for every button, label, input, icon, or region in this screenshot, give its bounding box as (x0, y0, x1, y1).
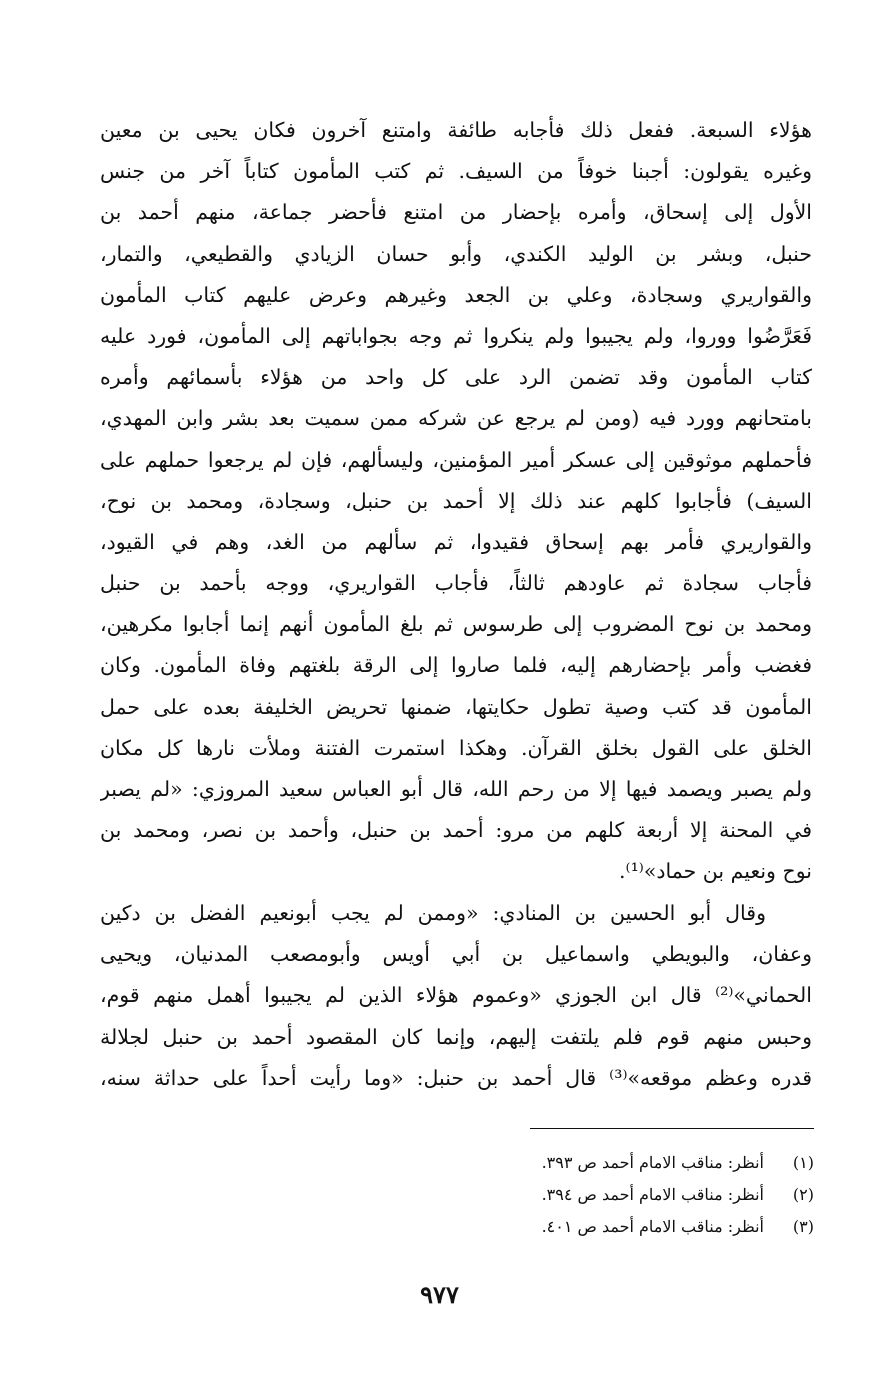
text-line: وقال أبو الحسين بن المنادي: «وممن لم يجب أبونعيم الفضل بن دكين (100, 901, 766, 925)
text-line: والقواريري فأمر بهم إسحاق فقيدوا، ثم سألهم من الغد، وهم في القيود، (100, 529, 812, 554)
text-line: السيف) فأجابوا كلهم عند ذلك إلا أحمد بن حنبل، وسجادة، ومحمد بن نوح، (100, 488, 812, 513)
text-line: نوح ونعيم بن حماد»⁽¹⁾. (619, 859, 812, 884)
text-line: ولم يصبر ويصمد فيها إلا من رحم الله، قال أبو العباس سعيد المروزي: «لم يصبر (100, 777, 812, 801)
text-line: فغضب وأمر بإحضارهم إليه، فلما صاروا إلى الرقة بلغتهم وفاة المأمون. وكان (100, 653, 812, 678)
text-line: بامتحانهم وورد فيه (ومن لم يرجع عن شركه ممن سميت بعد بشر وابن المهدي، (100, 406, 812, 431)
paragraph-2 (100, 893, 812, 1099)
footnote (380, 1179, 814, 1211)
text-line: فأجاب سجادة ثم عاودهم ثالثاً، فأجاب القواريري، ووجه بأحمد بن حنبل (100, 571, 812, 596)
footnotes (380, 1147, 814, 1243)
footnote (380, 1147, 814, 1179)
footnote-divider (530, 1128, 814, 1129)
text-line: هؤلاء السبعة. ففعل ذلك فأجابه طائفة وامتنع آخرون فكان يحيى بن معين (100, 118, 812, 142)
footnote (380, 1211, 814, 1243)
footnote-text: أنظر: مناقب الامام أحمد ص ٣٩٤. (541, 1185, 764, 1204)
text-line: والقواريري وسجادة، وعلي بن الجعد وغيرهم وعرض عليهم كتاب المأمون (100, 282, 812, 307)
text-line: وعفان، والبويطي واسماعيل بن أبي أويس وأبومصعب المدنيان، ويحيى (100, 942, 812, 967)
footnote-number: (٣) (792, 1217, 814, 1236)
text-line: كتاب المأمون وقد تضمن الرد على كل واحد من هؤلاء بأسمائهم وأمره (100, 365, 812, 390)
text-line: وغيره يقولون: أجبنا خوفاً من السيف. ثم كتب المأمون كتاباً آخر من جنس (100, 159, 812, 184)
page-number: ٩٧٧ (420, 1280, 459, 1309)
text-line: في المحنة إلا أربعة كلهم من مرو: أحمد بن حنبل، وأحمد بن نصر، ومحمد بن (100, 818, 812, 843)
footnote-number: (١) (792, 1153, 814, 1172)
text-line: فَعَرَّضُوا ووروا، ولم يجيبوا ولم ينكروا ثم وجه بجواباتهم إلى المأمون، فورد عليه (100, 323, 812, 348)
text-line: الحماني»⁽²⁾ قال ابن الجوزي «وعموم هؤلاء الذين لم يجيبوا أهمل منهم قوم، (100, 983, 812, 1008)
text-line: قدره وعظم موقعه»⁽³⁾ قال أحمد بن حنبل: «وما رأيت أحداً على حداثة سنه، (100, 1065, 812, 1090)
text-line: المأمون قد كتب وصية تطول حكايتها، ضمنها تحريض الخليفة بعده على حمل (100, 694, 812, 719)
text-line: وحبس منهم قوم فلم يلتفت إليهم، وإنما كان المقصود أحمد بن حنبل لجلالة (100, 1024, 812, 1049)
footnote-text: أنظر: مناقب الامام أحمد ص ٤٠١. (541, 1217, 764, 1236)
text-line: الخلق على القول بخلق القرآن. وهكذا استمرت الفتنة وملأت نارها كل مكان (100, 735, 812, 760)
text-line: الأول إلى إسحاق، وأمره بإحضار من امتنع فأحضر جماعة، منهم أحمد بن (100, 200, 812, 225)
text-line: ومحمد بن نوح المضروب إلى طرسوس ثم بلغ المأمون أنهم إنما أجابوا مكرهين، (100, 612, 812, 637)
text-line: حنبل، وبشر بن الوليد الكندي، وأبو حسان الزيادي والقطيعي، والتمار، (100, 241, 812, 266)
footnote-number: (٢) (792, 1185, 814, 1204)
text-line: فأحملهم موثوقين إلى عسكر أمير المؤمنين، وليسألهم، فإن لم يرجعوا حملهم على (100, 447, 812, 472)
paragraph-1 (100, 110, 812, 893)
footnote-text: أنظر: مناقب الامام أحمد ص ٣٩٣. (541, 1153, 764, 1172)
